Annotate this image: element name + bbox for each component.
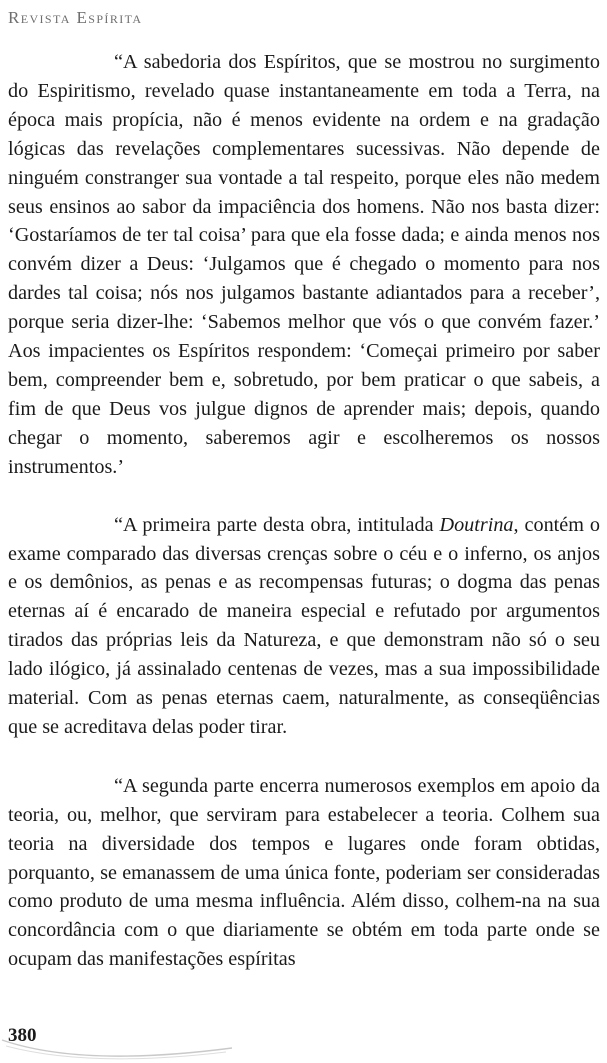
paragraph-text-start: “A primeira parte desta obra, intitulada — [114, 513, 440, 536]
page-body — [8, 48, 600, 974]
paragraph-wisdom-of-spirits: “A sabedoria dos Espíritos, que se mostrou no surgimento do Espiritismo, revelado quase instantaneamente em toda a Terra, na época mais propícia, não é menos evidente na ordem e na gradação lógicas das revelações complementares sucessivas. Não depende de ninguém constranger sua vontade a tal respeito, porque eles não medem seus ensinos ao sabor da impaciência dos homens. Não nos basta dizer: ‘Gostaríamos de ter tal coisa’ para que ela fosse dada; e ainda menos nos convém dizer a Deus: ‘Julgamos que é chegado o momento para nos dardes tal coisa; nós nos julgamos bastante adiantados para a receber’, porque seria dizer-lhe: ‘Sabemos melhor que vós o que convém fazer.’ Aos impacientes os Espíritos respondem: ‘Começai primeiro por saber bem, compreender bem e, sobretudo, por bem praticar o que sabeis, a fim de que Deus vos julgue dignos de aprender mais; depois, quando chegar o momento, saberemos agir e escolheremos os nossos instrumentos.’ — [8, 51, 600, 478]
book-part-title: Doutrina — [439, 513, 514, 536]
page-number: 380 — [8, 1025, 37, 1046]
paragraph-first-part-doctrine — [8, 511, 600, 742]
paragraph-text-end: , contém o exame comparado das diversas crenças sobre o céu e o inferno, os anjos e os demônios, as penas e as recompensas futuras; o dogma das penas eternas aí é encarado de maneira especial e refutado por argumentos tirados das próprias leis da Natureza, e que demonstram não só o seu lado ilógico, já assinalado centenas de vezes, mas a sua impossibilidade material. Com as penas eternas caem, naturalmente, as conseqüências que se acreditava delas poder tirar. — [8, 513, 600, 738]
running-header: Revista Espírita — [8, 8, 143, 27]
paragraph-second-part-examples: “A segunda parte encerra numerosos exemplos em apoio da teoria, ou, melhor, que serviram para estabelecer a teoria. Colhem sua teoria na diversidade dos tempos e lugares onde foram obtidas, porquanto, se emanassem de uma única fonte, poderiam ser consideradas como produto de uma mesma influência. Além disso, colhem-na na sua concordância com o que diariamente se obtém em toda parte onde se ocupam das manifestações espíritas — [8, 774, 600, 971]
